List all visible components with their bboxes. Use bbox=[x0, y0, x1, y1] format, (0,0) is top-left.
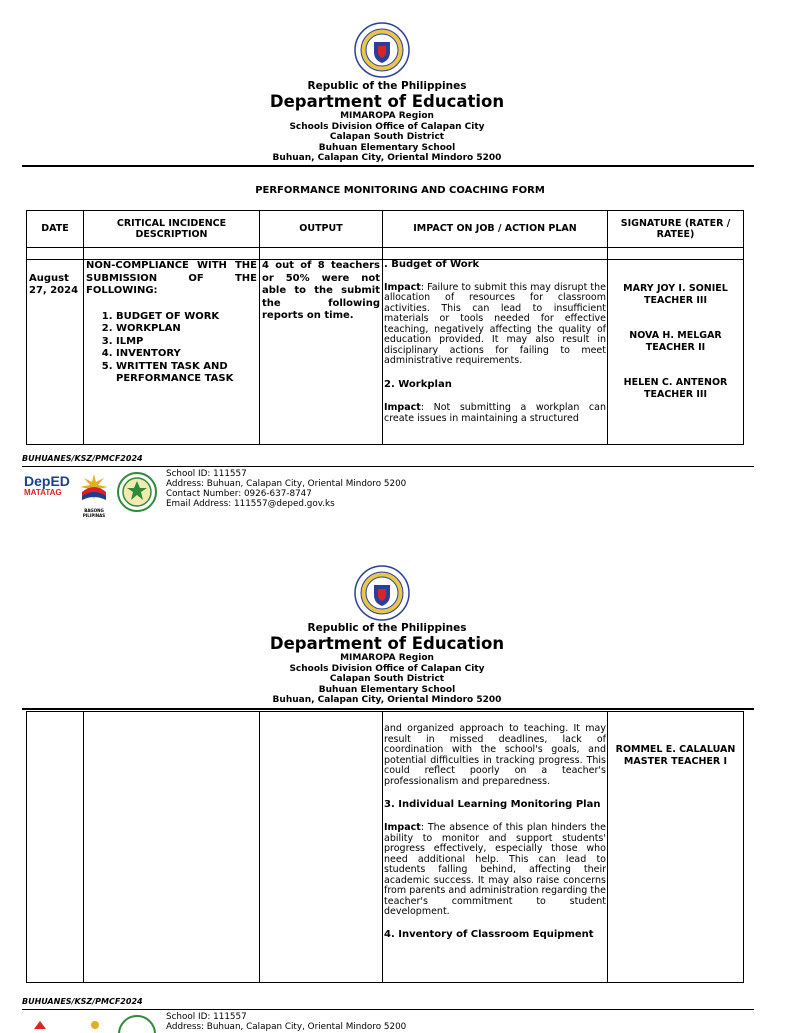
deped-seal bbox=[354, 22, 410, 82]
impact-label: Impact bbox=[384, 822, 421, 833]
signatory-title: TEACHER II bbox=[645, 342, 706, 353]
row-signatures bbox=[608, 712, 744, 983]
header-rule bbox=[22, 165, 754, 167]
signatory-title: TEACHER III bbox=[644, 295, 707, 306]
header-division: Schools Division Office of Calapan City bbox=[289, 663, 485, 674]
footer-contact bbox=[166, 1012, 407, 1032]
footer-school-id: School ID: 111557 bbox=[166, 1012, 247, 1022]
header-rule bbox=[22, 708, 754, 710]
header-region: MIMAROPA Region bbox=[340, 111, 434, 121]
school-seal bbox=[118, 1012, 156, 1024]
header-district: Calapan South District bbox=[329, 674, 445, 684]
header-republic: Republic of the Philippines bbox=[307, 80, 467, 92]
row-date bbox=[27, 712, 84, 983]
impact-1-text: : Failure to submit this may disrupt the allocation of resources for classroom activities. This can lead to insufficient materials or tools needed for effective teaching, negatively affecting the quality of education provided. It may also result in disciplinary actions for failing to meet administrative requirements. bbox=[384, 281, 606, 366]
critical-item: 5. WRITTEN TASK AND PERFORMANCE TASK bbox=[116, 361, 257, 386]
deped-seal bbox=[354, 565, 410, 625]
footer-address: Address: Buhuan, Calapan City, Oriental Mindoro 5200 bbox=[166, 479, 407, 489]
signature-block bbox=[610, 330, 741, 354]
header-address: Buhuan, Calapan City, Oriental Mindoro 5200 bbox=[272, 153, 502, 163]
impact-continued: and organized approach to teaching. It may result in missed deadlines, lack of coordination with the school's goals, and potential difficulties in tracking progress. This could reflect poorly on a teacher's professionalism and preparedness. bbox=[384, 723, 606, 787]
signatory-title: TEACHER III bbox=[644, 389, 707, 400]
row-critical bbox=[84, 260, 260, 445]
signatory-name: NOVA H. MELGAR bbox=[629, 330, 722, 341]
deped-logo bbox=[24, 1014, 70, 1024]
footer-contact-number: Contact Number: 0926-637-8747 bbox=[166, 489, 312, 499]
impact-3-title: 3. Individual Learning Monitoring Plan bbox=[384, 799, 601, 810]
critical-intro: NON-COMPLIANCE WITH THE SUBMISSION OF THE FOLLOWING: bbox=[86, 260, 257, 296]
col-header-signature: SIGNATURE (RATER / RATEE) bbox=[608, 211, 744, 248]
signature-block bbox=[610, 744, 741, 768]
row-signatures bbox=[608, 260, 744, 445]
critical-item: 4. INVENTORY bbox=[116, 348, 257, 361]
header-department: Department of Education bbox=[269, 92, 505, 111]
header-address: Buhuan, Calapan City, Oriental Mindoro 5200 bbox=[272, 695, 502, 705]
impact-label: Impact bbox=[384, 402, 421, 413]
row-output bbox=[260, 712, 383, 983]
coaching-table-continued bbox=[26, 711, 744, 983]
header-department: Department of Education bbox=[269, 634, 505, 653]
school-seal bbox=[117, 472, 157, 516]
col-header-output: OUTPUT bbox=[260, 211, 383, 248]
impact-2-paragraph bbox=[384, 403, 606, 424]
form-title: PERFORMANCE MONITORING AND COACHING FORM bbox=[255, 185, 545, 196]
deped-logo-text: DepED bbox=[24, 473, 70, 489]
impact-label: Impact bbox=[384, 281, 421, 293]
header-region: MIMAROPA Region bbox=[340, 653, 434, 663]
bagong-pilipinas-logo bbox=[78, 1013, 112, 1024]
impact-3-text: : The absence of this plan hinders the ability to monitor and support students' progress effectively, especially those who need additional help. This can lead to students falling behind, affecting their academic success. It may also raise concerns from parents and administration regarding the teacher's commitment to student development. bbox=[384, 822, 606, 917]
signature-block bbox=[610, 377, 741, 401]
footer-school-id: School ID: 111557 bbox=[166, 469, 247, 479]
impact-2-title: 2. Workplan bbox=[384, 378, 452, 390]
row-impact bbox=[383, 260, 608, 445]
matatag-text: MATATAG bbox=[24, 488, 62, 497]
document-code: BUHUANES/KSZ/PMCF2024 bbox=[22, 454, 143, 463]
col-header-critical: CRITICAL INCIDENCE DESCRIPTION bbox=[84, 211, 260, 248]
signature-block bbox=[610, 283, 741, 307]
signatory-title: MASTER TEACHER I bbox=[623, 756, 728, 767]
row-output: 4 out of 8 teachers or 50% were not able to the submit the following reports on time. bbox=[260, 260, 383, 445]
critical-item: 2. WORKPLAN bbox=[116, 323, 257, 336]
col-header-impact: IMPACT ON JOB / ACTION PLAN bbox=[383, 211, 608, 248]
signatory-name: MARY JOY I. SONIEL bbox=[623, 283, 728, 294]
critical-item: 3. ILMP bbox=[116, 336, 257, 349]
deped-logo bbox=[24, 474, 70, 498]
bagong-pilipinas-text: BAGONG PILIPINAS bbox=[82, 508, 106, 518]
footer-address: Address: Buhuan, Calapan City, Oriental Mindoro 5200 bbox=[166, 1022, 407, 1032]
footer-contact bbox=[166, 469, 406, 509]
signatory-name: ROMMEL E. CALALUAN bbox=[615, 744, 736, 755]
footer-rule bbox=[22, 1009, 754, 1010]
impact-4-title: 4. Inventory of Classroom Equipment bbox=[384, 928, 594, 940]
signatory-name: HELEN C. ANTENOR bbox=[623, 377, 728, 388]
critical-items bbox=[86, 311, 257, 386]
document-code: BUHUANES/KSZ/PMCF2024 bbox=[22, 997, 143, 1006]
header-school: Buhuan Elementary School bbox=[318, 684, 456, 695]
impact-3-paragraph bbox=[384, 823, 606, 918]
footer-email: Email Address: 111557@deped.gov.ks bbox=[166, 499, 335, 509]
impact-1-title: . Budget of Work bbox=[384, 259, 480, 270]
impact-2-text: : Not submitting a workplan can create issues in maintaining a structured bbox=[384, 402, 606, 424]
row-critical bbox=[84, 712, 260, 983]
header-district: Calapan South District bbox=[329, 132, 445, 142]
coaching-table bbox=[26, 210, 744, 445]
bagong-pilipinas-logo bbox=[76, 470, 112, 518]
header-division: Schools Division Office of Calapan City bbox=[289, 121, 485, 132]
row-impact bbox=[383, 712, 608, 983]
row-date: August 27, 2024 bbox=[27, 260, 84, 445]
critical-item: 1. BUDGET OF WORK bbox=[116, 311, 257, 324]
footer-rule bbox=[22, 466, 754, 467]
impact-1-paragraph bbox=[384, 283, 606, 367]
header-school: Buhuan Elementary School bbox=[318, 142, 456, 153]
col-header-date: DATE bbox=[27, 211, 84, 248]
header-republic: Republic of the Philippines bbox=[307, 622, 467, 634]
